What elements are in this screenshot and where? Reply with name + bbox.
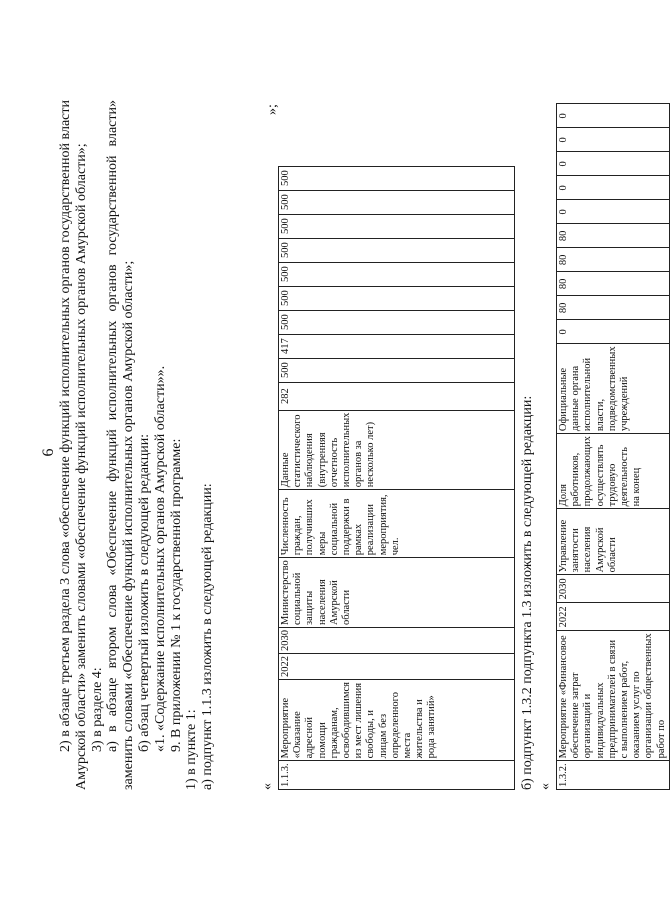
table-cell: 80 xyxy=(557,272,670,296)
table-cell: Данные статистического наблюдения (внутренняя отчетность исполнительных органов за несколько лет) xyxy=(279,410,515,490)
paragraph: а) в абзаце втором слова «Обеспечение функций исполнительных органов государственной власти» заменить словами «Обеспечение функций исполнительных органов Амурской области»; xyxy=(105,100,137,790)
table-cell: 0 xyxy=(557,320,670,344)
paragraph: 2) в абзаце третьем раздела 3 слова «обеспечение функций исполнительных органов государственной власти Амурской области» заменить словами «обеспечение функций исполнительных органов Амурской области»; xyxy=(58,100,89,790)
table-cell: 80 xyxy=(557,296,670,320)
table-cell: 0 xyxy=(557,176,670,200)
paragraph: б) абзац четвертый изложить в следующей редакции: xyxy=(136,433,152,752)
table-cell: 0 xyxy=(557,128,670,152)
paragraph: 3) в разделе 4: xyxy=(89,667,105,752)
table-cell: 80 xyxy=(557,248,670,272)
paragraph: 9. В приложении № 1 к государственной программе: xyxy=(168,438,184,752)
table-cell: 500 xyxy=(279,238,515,262)
table-cell: Министерство социальной защиты населения Амурской области xyxy=(279,558,515,628)
quote-open-1: « xyxy=(260,783,275,790)
table-1-1-3 xyxy=(278,166,515,790)
table-row xyxy=(557,104,670,790)
table-cell: 0 xyxy=(557,104,670,128)
table-cell: 2022 xyxy=(557,603,670,631)
paragraph: а) подпункт 1.1.3 изложить в следующей редакции: xyxy=(200,483,216,790)
table-cell: 500 xyxy=(279,262,515,286)
table-cell: 2030 xyxy=(279,628,515,654)
paragraph: «1. «Содержание исполнительных органов Амурской области»». xyxy=(152,365,168,752)
page-number: 6 xyxy=(40,448,57,457)
subitem-b-text: б) подпункт 1.3.2 подпункта 1.3 изложить в следующей редакции: xyxy=(520,395,535,790)
table-cell: Официальные данные органа исполнительной власти, подведомственных учреждений xyxy=(557,344,670,434)
table-cell: 1.3.2. xyxy=(557,761,670,790)
table-cell: 500 xyxy=(279,190,515,214)
table-cell: 417 xyxy=(279,334,515,358)
table-cell: 0 xyxy=(557,200,670,224)
table-cell: 500 xyxy=(279,358,515,382)
table-cell: 1.1.3. xyxy=(279,761,515,790)
quote-close-1: »; xyxy=(265,104,280,115)
table-cell: 80 xyxy=(557,224,670,248)
table-cell: Мероприятие «Оказание адресной помощи гражданам, освободившимся из мест лишения свободы, и лицам без определенного места жительства и рода занятий» xyxy=(279,680,515,761)
table-cell: 500 xyxy=(279,286,515,310)
table-cell: Мероприятие «Финансовое обеспечение затрат организаций и индивидуальных предпринимателей в связи с выполнением работ, оказанием услуг по организации общественных работ по xyxy=(557,631,670,761)
table-cell: 0 xyxy=(557,152,670,176)
table-cell: 500 xyxy=(279,166,515,190)
table-row xyxy=(279,166,515,789)
table-cell: Управление занятости населения Амурской области xyxy=(557,509,670,575)
table-cell: Численность граждан, получивших меры социальной поддержки в рамках реализации мероприятия, чел. xyxy=(279,490,515,558)
quote-open-2: « xyxy=(538,783,553,790)
body-text xyxy=(58,100,216,790)
table-cell: 2022 xyxy=(279,654,515,680)
table-cell: 500 xyxy=(279,214,515,238)
table-1-3-2 xyxy=(556,103,670,790)
table-cell: 2030 xyxy=(557,575,670,603)
table-cell: Доля работников, продолжающих осуществлять трудовую деятельность на конец xyxy=(557,434,670,509)
table-cell: 282 xyxy=(279,382,515,410)
table-cell: 500 xyxy=(279,310,515,334)
paragraph: 1) в пункте 1: xyxy=(184,709,200,790)
